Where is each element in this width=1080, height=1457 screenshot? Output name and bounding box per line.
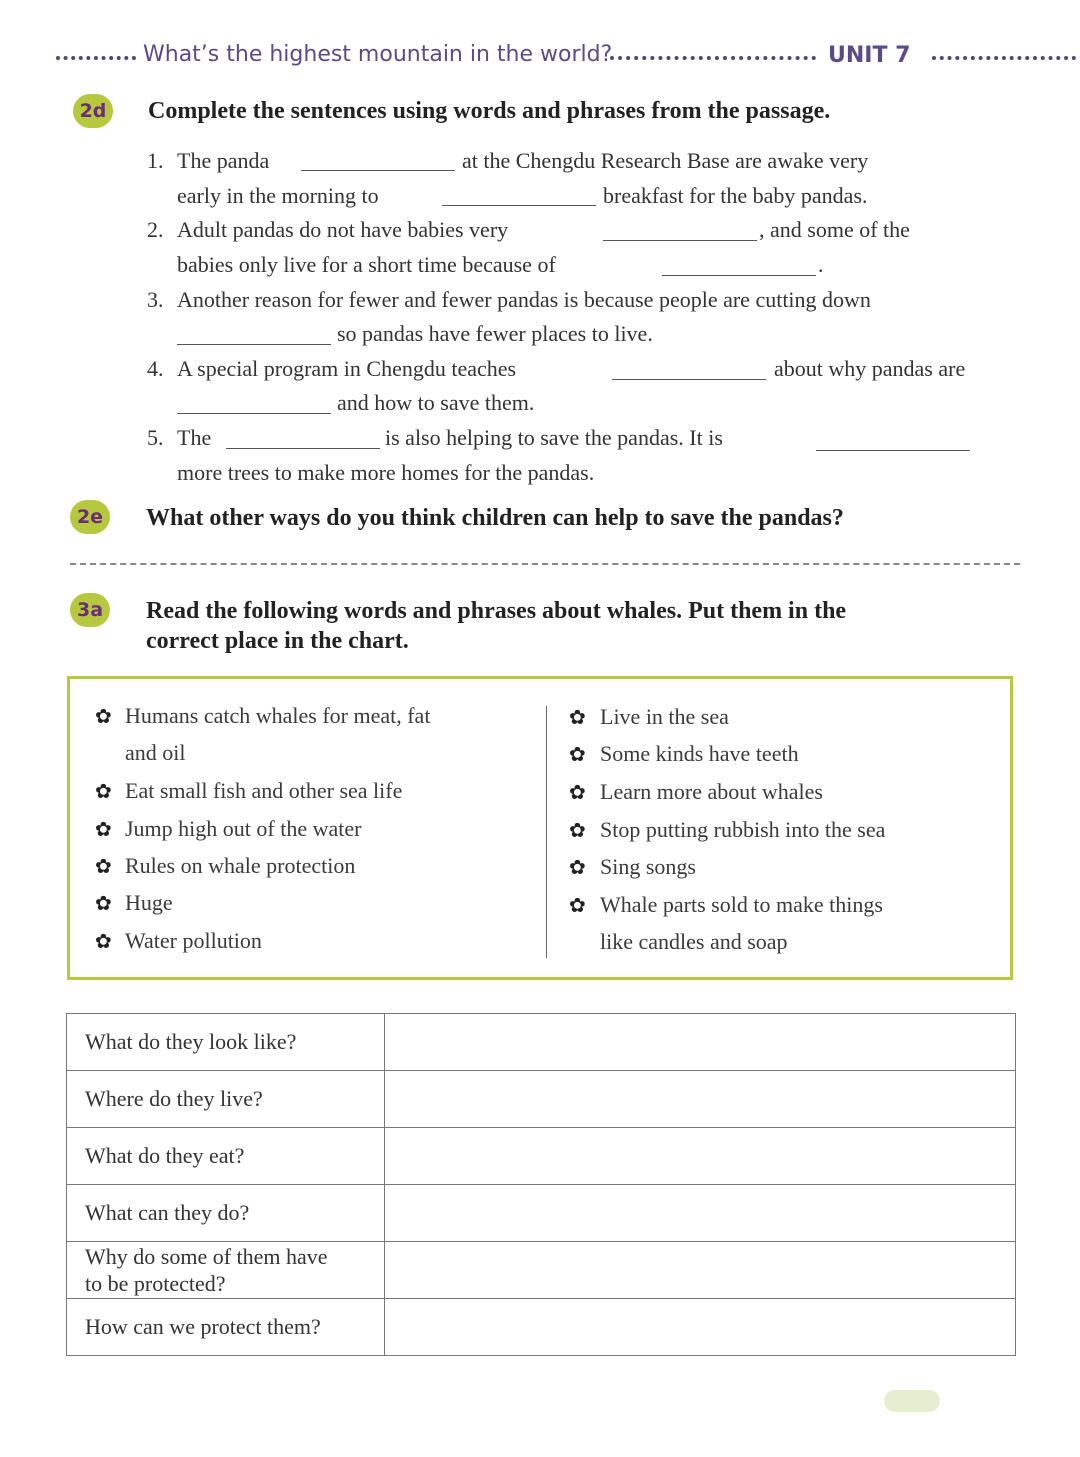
sentence-text: is also helping to save the pandas. It is (385, 425, 723, 450)
chart-answer-cell[interactable] (385, 1242, 1016, 1299)
chart-answer-cell[interactable] (385, 1128, 1016, 1185)
chart-answer-cell[interactable] (385, 1014, 1016, 1071)
sentence-text: and how to save them. (337, 390, 535, 415)
word-item[interactable]: Live in the sea (600, 704, 729, 729)
sentence-text: more trees to make more homes for the pandas. (177, 460, 595, 485)
word-item-cont: and oil (125, 740, 186, 765)
word-item[interactable]: Rules on whale protection (125, 853, 356, 878)
sentence-text: , and some of the (759, 217, 910, 242)
item-number: 4. (147, 356, 164, 381)
chart-question-line: Why do some of them have (85, 1244, 328, 1269)
section-badge-3a: 3a (70, 593, 110, 627)
flower-bullet-icon: ✿ (95, 856, 112, 878)
header-dots-middle (610, 56, 816, 60)
section-heading-3a-cont: correct place in the chart. (146, 628, 409, 654)
sentence-text: The (177, 425, 212, 450)
table-row (67, 1299, 1016, 1356)
flower-bullet-icon: ✿ (569, 820, 586, 842)
flower-bullet-icon: ✿ (95, 819, 112, 841)
header-dots-left (56, 56, 136, 60)
word-item-cont: like candles and soap (600, 929, 788, 954)
answer-blank[interactable] (662, 275, 816, 276)
whale-chart (66, 1013, 1016, 1356)
item-number: 1. (147, 148, 164, 173)
word-item[interactable]: Whale parts sold to make things (600, 892, 883, 917)
answer-blank[interactable] (177, 344, 331, 345)
chart-answer-cell[interactable] (385, 1299, 1016, 1356)
answer-blank[interactable] (301, 170, 455, 171)
word-item[interactable]: Learn more about whales (600, 779, 823, 804)
sentence-text: so pandas have fewer places to live. (337, 321, 653, 346)
word-item[interactable]: Sing songs (600, 854, 696, 879)
table-row (67, 1071, 1016, 1128)
table-row (67, 1242, 1016, 1299)
answer-blank[interactable] (226, 448, 380, 449)
flower-bullet-icon: ✿ (95, 706, 112, 728)
flower-bullet-icon: ✿ (95, 931, 112, 953)
section-badge-2e: 2e (70, 500, 110, 534)
chart-question: Where do they live? (67, 1071, 385, 1128)
chart-answer-cell[interactable] (385, 1185, 1016, 1242)
section-heading-3a: Read the following words and phrases about whales. Put them in the (146, 598, 847, 624)
flower-bullet-icon: ✿ (95, 781, 112, 803)
word-bank-divider (546, 706, 547, 958)
dashed-answer-line (70, 563, 1020, 565)
answer-blank[interactable] (603, 240, 757, 241)
word-item[interactable]: Humans catch whales for meat, fat (125, 703, 431, 728)
answer-blank[interactable] (177, 413, 331, 414)
word-item[interactable]: Some kinds have teeth (600, 741, 799, 766)
sentence-text: A special program in Chengdu teaches (177, 356, 517, 381)
word-item[interactable]: Water pollution (125, 928, 262, 953)
flower-bullet-icon: ✿ (569, 744, 586, 766)
section-heading-2e: What other ways do you think children can help to save the pandas? (146, 505, 844, 531)
unit-label: UNIT 7 (828, 43, 911, 68)
sentence-text: at the Chengdu Research Base are awake very (462, 148, 869, 173)
word-item[interactable]: Jump high out of the water (125, 816, 362, 841)
sentence-text: early in the morning to (177, 183, 379, 208)
header-title: What’s the highest mountain in the world? (143, 42, 613, 67)
answer-blank[interactable] (816, 450, 970, 451)
sentence-text: The panda (177, 148, 270, 173)
sentence-text: Adult pandas do not have babies very (177, 217, 509, 242)
item-number: 2. (147, 217, 164, 242)
sentence-text: . (818, 252, 824, 277)
item-number: 3. (147, 287, 164, 312)
sentence-text: about why pandas are (774, 356, 966, 381)
chart-question: What do they look like? (67, 1014, 385, 1071)
answer-blank[interactable] (612, 379, 766, 380)
word-item[interactable]: Eat small fish and other sea life (125, 778, 403, 803)
flower-bullet-icon: ✿ (569, 707, 586, 729)
word-item[interactable]: Stop putting rubbish into the sea (600, 817, 886, 842)
answer-blank[interactable] (442, 205, 596, 206)
flower-bullet-icon: ✿ (569, 782, 586, 804)
sentence-text: breakfast for the baby pandas. (603, 183, 868, 208)
flower-bullet-icon: ✿ (95, 893, 112, 915)
flower-bullet-icon: ✿ (569, 895, 586, 917)
word-item[interactable]: Huge (125, 890, 173, 915)
sentence-text: Another reason for fewer and fewer pandas is because people are cutting down (177, 287, 871, 312)
section-badge-2d: 2d (73, 94, 113, 128)
flower-bullet-icon: ✿ (569, 857, 586, 879)
chart-question: How can we protect them? (67, 1299, 385, 1356)
section-heading-2d: Complete the sentences using words and phrases from the passage. (148, 98, 831, 124)
chart-question: What do they eat? (67, 1128, 385, 1185)
chart-question-line: to be protected? (85, 1271, 226, 1296)
chart-question (67, 1242, 385, 1299)
chart-answer-cell[interactable] (385, 1071, 1016, 1128)
item-number: 5. (147, 425, 164, 450)
table-row (67, 1128, 1016, 1185)
header-dots-right (932, 56, 1076, 60)
chart-question: What can they do? (67, 1185, 385, 1242)
table-row (67, 1014, 1016, 1071)
table-row (67, 1185, 1016, 1242)
sentence-text: babies only live for a short time because of (177, 252, 556, 277)
page-corner-mark (884, 1390, 940, 1412)
